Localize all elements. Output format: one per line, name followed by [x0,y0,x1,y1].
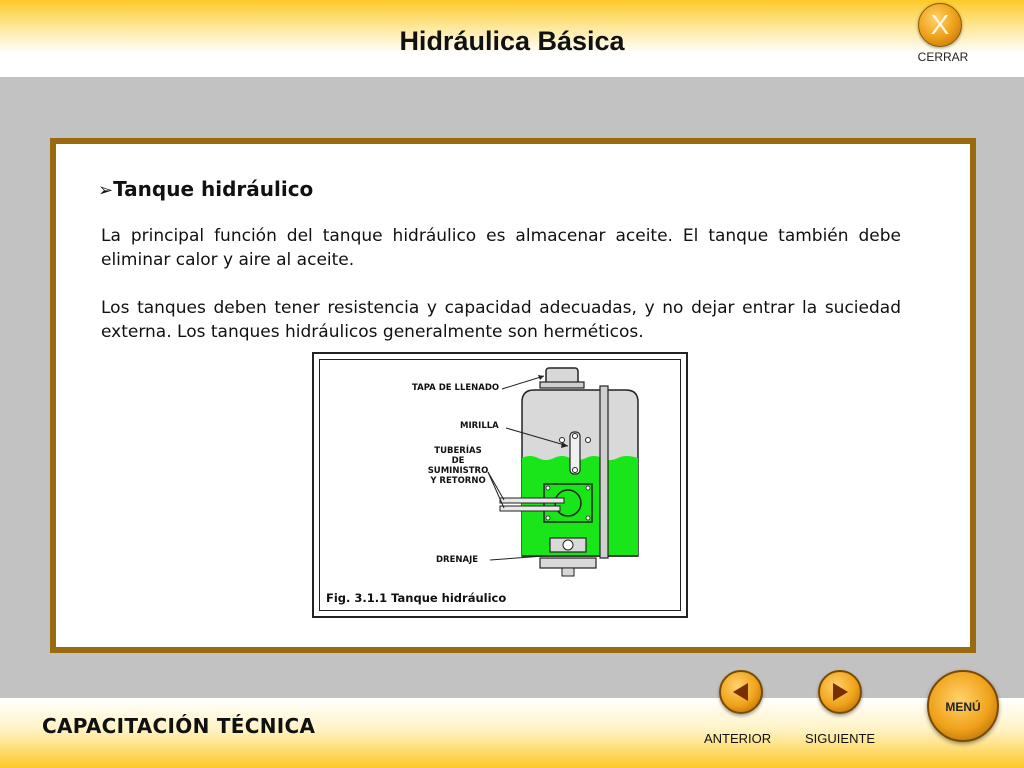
menu-label: MENÚ [945,700,981,714]
label-pipes [420,446,496,486]
paragraph-2: Los tanques deben tener resistencia y capacidad adecuadas, y no dejar entrar la suciedad externa. Los tanques hidráulicos generalmente son herméticos. [101,298,901,342]
label-pipes-line2: DE SUMINISTRO [427,456,489,476]
page-title: Hidráulica Básica [399,26,625,56]
label-fill-cap: TAPA DE LLENADO [412,383,500,393]
next-label[interactable]: SIGUIENTE [805,731,876,746]
triangle-left-icon [721,672,761,712]
tank-figure [312,352,688,618]
previous-button[interactable] [719,670,763,714]
close-icon: X [930,9,950,40]
label-pipes-line1: TUBERÍAS [434,446,482,456]
close-label: CERRAR [917,50,969,64]
label-sight-glass: MIRILLA [460,421,499,431]
arrow-bullet-icon: ➢ [98,180,114,201]
previous-label[interactable]: ANTERIOR [704,731,772,746]
figure-caption: Fig. 3.1.1 Tanque hidráulico [326,591,507,605]
brand-title: CAPACITACIÓN TÉCNICA [42,714,316,738]
next-button[interactable] [818,670,862,714]
section-title [98,177,313,201]
section-title-text: Tanque hidráulico [113,177,314,201]
content-panel [56,144,970,647]
content-frame [50,138,976,653]
close-button[interactable] [918,3,962,47]
triangle-right-icon [820,672,860,712]
paragraph-1: La principal función del tanque hidráulico es almacenar aceite. El tanque también debe eliminar calor y aire al aceite. [101,226,901,270]
label-pipes-line3: Y RETORNO [430,476,486,486]
label-drain: DRENAJE [436,555,479,565]
tank-diagram [314,354,686,616]
menu-button[interactable] [927,670,999,742]
